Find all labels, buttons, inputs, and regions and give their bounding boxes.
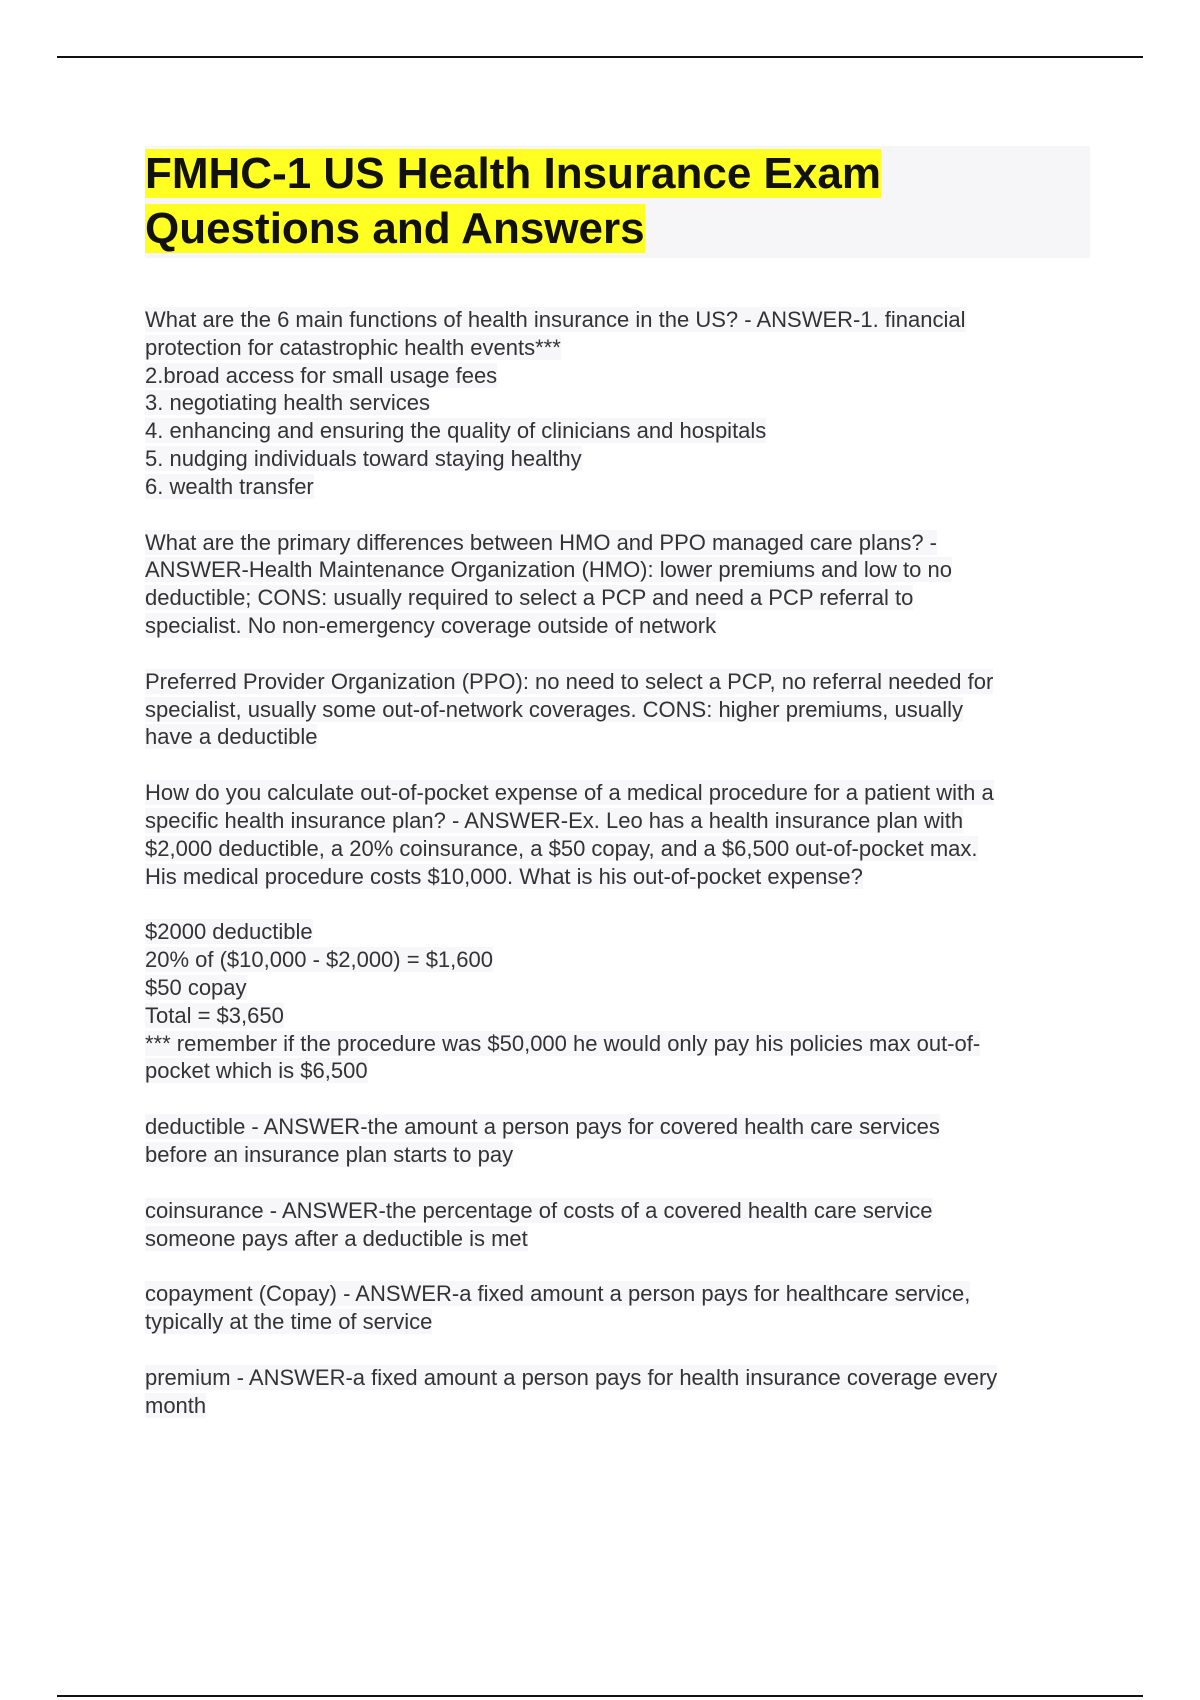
qa-text-line: 2.broad access for small usage fees <box>145 362 498 388</box>
qa-text-line: deductible; CONS: usually required to select a PCP and need a PCP referral to <box>145 585 914 611</box>
qa-text-line: protection for catastrophic health events*** <box>145 334 561 360</box>
qa-text-line: pocket which is $6,500 <box>145 1058 368 1084</box>
qa-text-line: premium - ANSWER-a fixed amount a person pays for health insurance coverage every <box>145 1364 998 1390</box>
qa-text-line: *** remember if the procedure was $50,000 he would only pay his policies max out-of- <box>145 1030 981 1056</box>
qa-text-line: before an insurance plan starts to pay <box>145 1141 514 1167</box>
qa-text-line: 20% of ($10,000 - $2,000) = $1,600 <box>145 947 493 973</box>
qa-text-line: 4. enhancing and ensuring the quality of clinicians and hospitals <box>145 418 767 444</box>
document-body <box>145 146 1090 1448</box>
qa-text-line: deductible - ANSWER-the amount a person pays for covered health care services <box>145 1114 940 1140</box>
qa-text-line: 3. negotiating health services <box>145 390 430 416</box>
qa-text-line: His medical procedure costs $10,000. What is his out-of-pocket expense? <box>145 863 863 889</box>
qa-text-line: have a deductible <box>145 724 318 750</box>
qa-text-line: someone pays after a deductible is met <box>145 1225 528 1251</box>
qa-text-line: What are the 6 main functions of health insurance in the US? - ANSWER-1. financial <box>145 307 966 332</box>
qa-block <box>145 918 1090 1085</box>
title-line-1: FMHC-1 US Health Insurance Exam <box>145 149 881 198</box>
qa-block <box>145 1280 1090 1336</box>
qa-text-line: 6. wealth transfer <box>145 473 314 499</box>
qa-text-line: specialist. No non-emergency coverage outside of network <box>145 612 717 638</box>
qa-text-line: $50 copay <box>145 974 247 1000</box>
qa-text-line: Total = $3,650 <box>145 1002 284 1028</box>
qa-block <box>145 1364 1090 1420</box>
qa-text-line: $2,000 deductible, a 20% coinsurance, a $50 copay, and a $6,500 out-of-pocket max. <box>145 835 978 861</box>
header-rule <box>57 56 1143 58</box>
qa-text-line: $2000 deductible <box>145 919 313 945</box>
qa-list <box>145 306 1090 1420</box>
qa-block <box>145 779 1090 890</box>
qa-text-line: month <box>145 1392 207 1418</box>
qa-block <box>145 529 1090 640</box>
qa-text-line: specific health insurance plan? - ANSWER-Ex. Leo has a health insurance plan with <box>145 807 964 833</box>
qa-text-line: copayment (Copay) - ANSWER-a fixed amount a person pays for healthcare service, <box>145 1281 971 1307</box>
qa-block <box>145 1197 1090 1253</box>
qa-text-line: coinsurance - ANSWER-the percentage of costs of a covered health care service <box>145 1197 933 1223</box>
footer-rule <box>57 1695 1143 1697</box>
qa-text-line: Preferred Provider Organization (PPO): no need to select a PCP, no referral needed for <box>145 668 994 694</box>
qa-text-line: typically at the time of service <box>145 1309 433 1335</box>
page-title <box>145 146 1090 258</box>
qa-text-line: How do you calculate out-of-pocket expense of a medical procedure for a patient with a <box>145 780 994 806</box>
qa-text-line: 5. nudging individuals toward staying healthy <box>145 445 582 471</box>
title-line-2: Questions and Answers <box>145 204 645 253</box>
qa-text-line: specialist, usually some out-of-network coverages. CONS: higher premiums, usually <box>145 696 963 722</box>
qa-block <box>145 668 1090 751</box>
qa-text-line: ANSWER-Health Maintenance Organization (HMO): lower premiums and low to no <box>145 557 952 583</box>
qa-block <box>145 1113 1090 1169</box>
qa-block <box>145 306 1090 501</box>
qa-text-line: What are the primary differences between HMO and PPO managed care plans? - <box>145 529 937 555</box>
